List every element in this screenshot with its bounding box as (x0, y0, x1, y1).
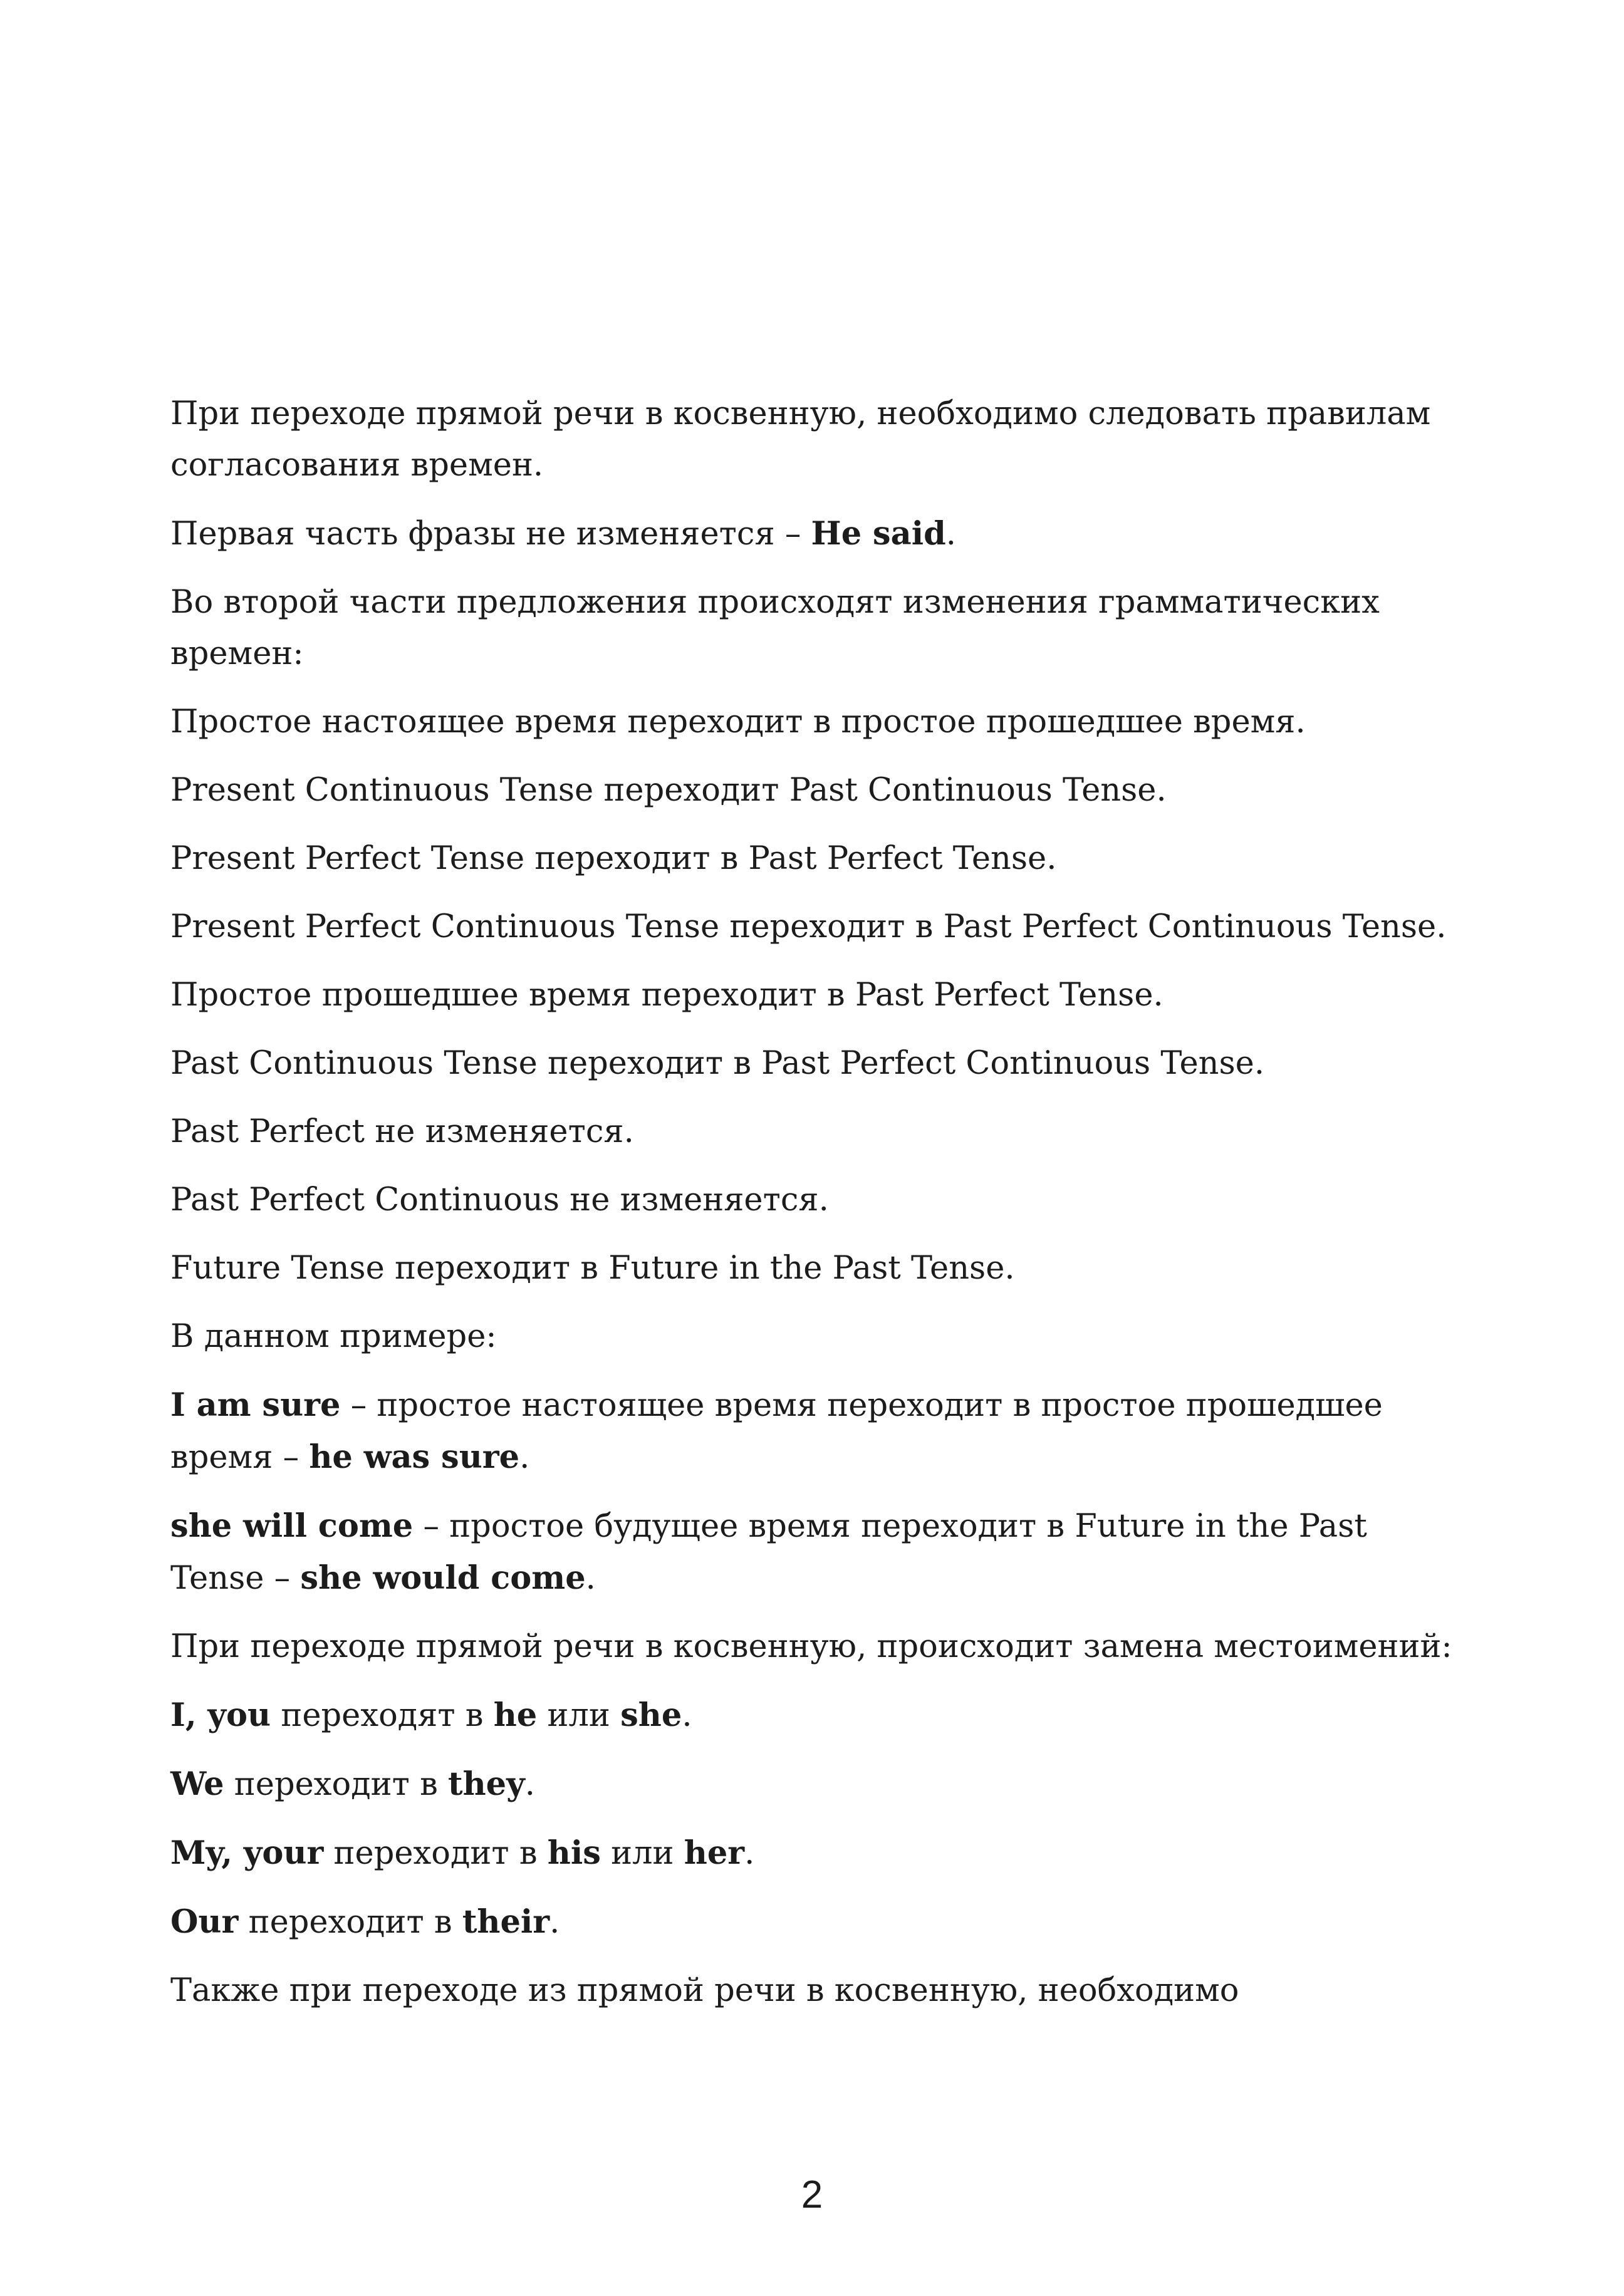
bold-text: her (684, 1834, 745, 1872)
body-text (170, 388, 1461, 2034)
text-segment: Past Perfect Continuous не изменяется. (170, 1182, 829, 1218)
text-segment: . (549, 1904, 560, 1941)
bold-text: He said (811, 515, 946, 553)
text-segment: или (537, 1697, 621, 1734)
text-segment: Present Perfect Tense переходит в Past Perfect Tense. (170, 840, 1057, 877)
bold-text: they (448, 1765, 525, 1803)
text-segment: переходят в (271, 1697, 494, 1734)
bold-text: she would come (300, 1559, 586, 1597)
paragraph (170, 1965, 1461, 2017)
bold-text: he (493, 1696, 538, 1734)
paragraph (170, 1379, 1461, 1483)
text-segment: При переходе прямой речи в косвенную, происходит замена местоимений: (170, 1628, 1452, 1665)
page-number: 2 (801, 2173, 823, 2216)
text-segment: Также при переходе из прямой речи в косвенную, необходимо (170, 1972, 1239, 2009)
bold-text: his (547, 1834, 601, 1872)
text-segment: . (945, 516, 956, 553)
paragraph (170, 765, 1461, 816)
text-segment: – простое настоящее время переходит в простое прошедшее время – (170, 1387, 1383, 1476)
text-segment: В данном примере: (170, 1318, 497, 1355)
paragraph (170, 697, 1461, 748)
paragraph (170, 1758, 1461, 1810)
text-segment: или (600, 1835, 684, 1872)
text-segment: Past Perfect не изменяется. (170, 1113, 634, 1150)
paragraph (170, 1500, 1461, 1604)
paragraph (170, 833, 1461, 885)
paragraph (170, 1896, 1461, 1948)
text-segment: Первая часть фразы не изменяется – (170, 516, 811, 553)
text-segment: . (744, 1835, 755, 1872)
bold-text: I, you (170, 1696, 271, 1734)
text-segment: Future Tense переходит в Future in the Past Tense. (170, 1250, 1015, 1287)
text-segment: – простое будущее время переходит в Future in the Past Tense – (170, 1508, 1367, 1597)
text-segment: Во второй части предложения происходят изменения грамматических времен: (170, 584, 1380, 672)
paragraph (170, 1311, 1461, 1363)
text-segment: Present Perfect Continuous Tense переходит в Past Perfect Continuous Tense. (170, 908, 1447, 945)
text-segment: . (519, 1439, 530, 1476)
text-segment: При переходе прямой речи в косвенную, необходимо следовать правилам согласования времен. (170, 395, 1431, 484)
bold-text: their (462, 1903, 550, 1941)
bold-text: she will come (170, 1507, 414, 1545)
text-segment: переходит в (224, 1766, 449, 1803)
paragraph (170, 901, 1461, 953)
paragraph (170, 1690, 1461, 1742)
text-segment: Present Continuous Tense переходит Past Continuous Tense. (170, 772, 1167, 809)
paragraph (170, 1621, 1461, 1673)
text-segment: переходит в (323, 1835, 548, 1872)
bold-text: I am sure (170, 1386, 341, 1424)
text-segment: Простое настоящее время переходит в простое прошедшее время. (170, 704, 1306, 740)
paragraph (170, 1175, 1461, 1226)
bold-text: she (620, 1696, 682, 1734)
text-segment: . (585, 1560, 596, 1597)
paragraph (170, 577, 1461, 680)
paragraph (170, 1106, 1461, 1158)
text-segment: . (524, 1766, 535, 1803)
paragraph (170, 1243, 1461, 1294)
paragraph (170, 1038, 1461, 1089)
text-segment: . (682, 1697, 692, 1734)
bold-text: he was sure (309, 1438, 520, 1476)
text-segment: Простое прошедшее время переходит в Past Perfect Tense. (170, 977, 1163, 1014)
paragraph (170, 508, 1461, 560)
paragraph (170, 388, 1461, 491)
text-segment: Past Continuous Tense переходит в Past Perfect Continuous Tense. (170, 1045, 1265, 1082)
paragraph (170, 1827, 1461, 1879)
bold-text: Our (170, 1903, 239, 1941)
text-segment: переходит в (238, 1904, 462, 1941)
bold-text: My, your (170, 1834, 324, 1872)
paragraph (170, 970, 1461, 1021)
bold-text: We (170, 1765, 224, 1803)
